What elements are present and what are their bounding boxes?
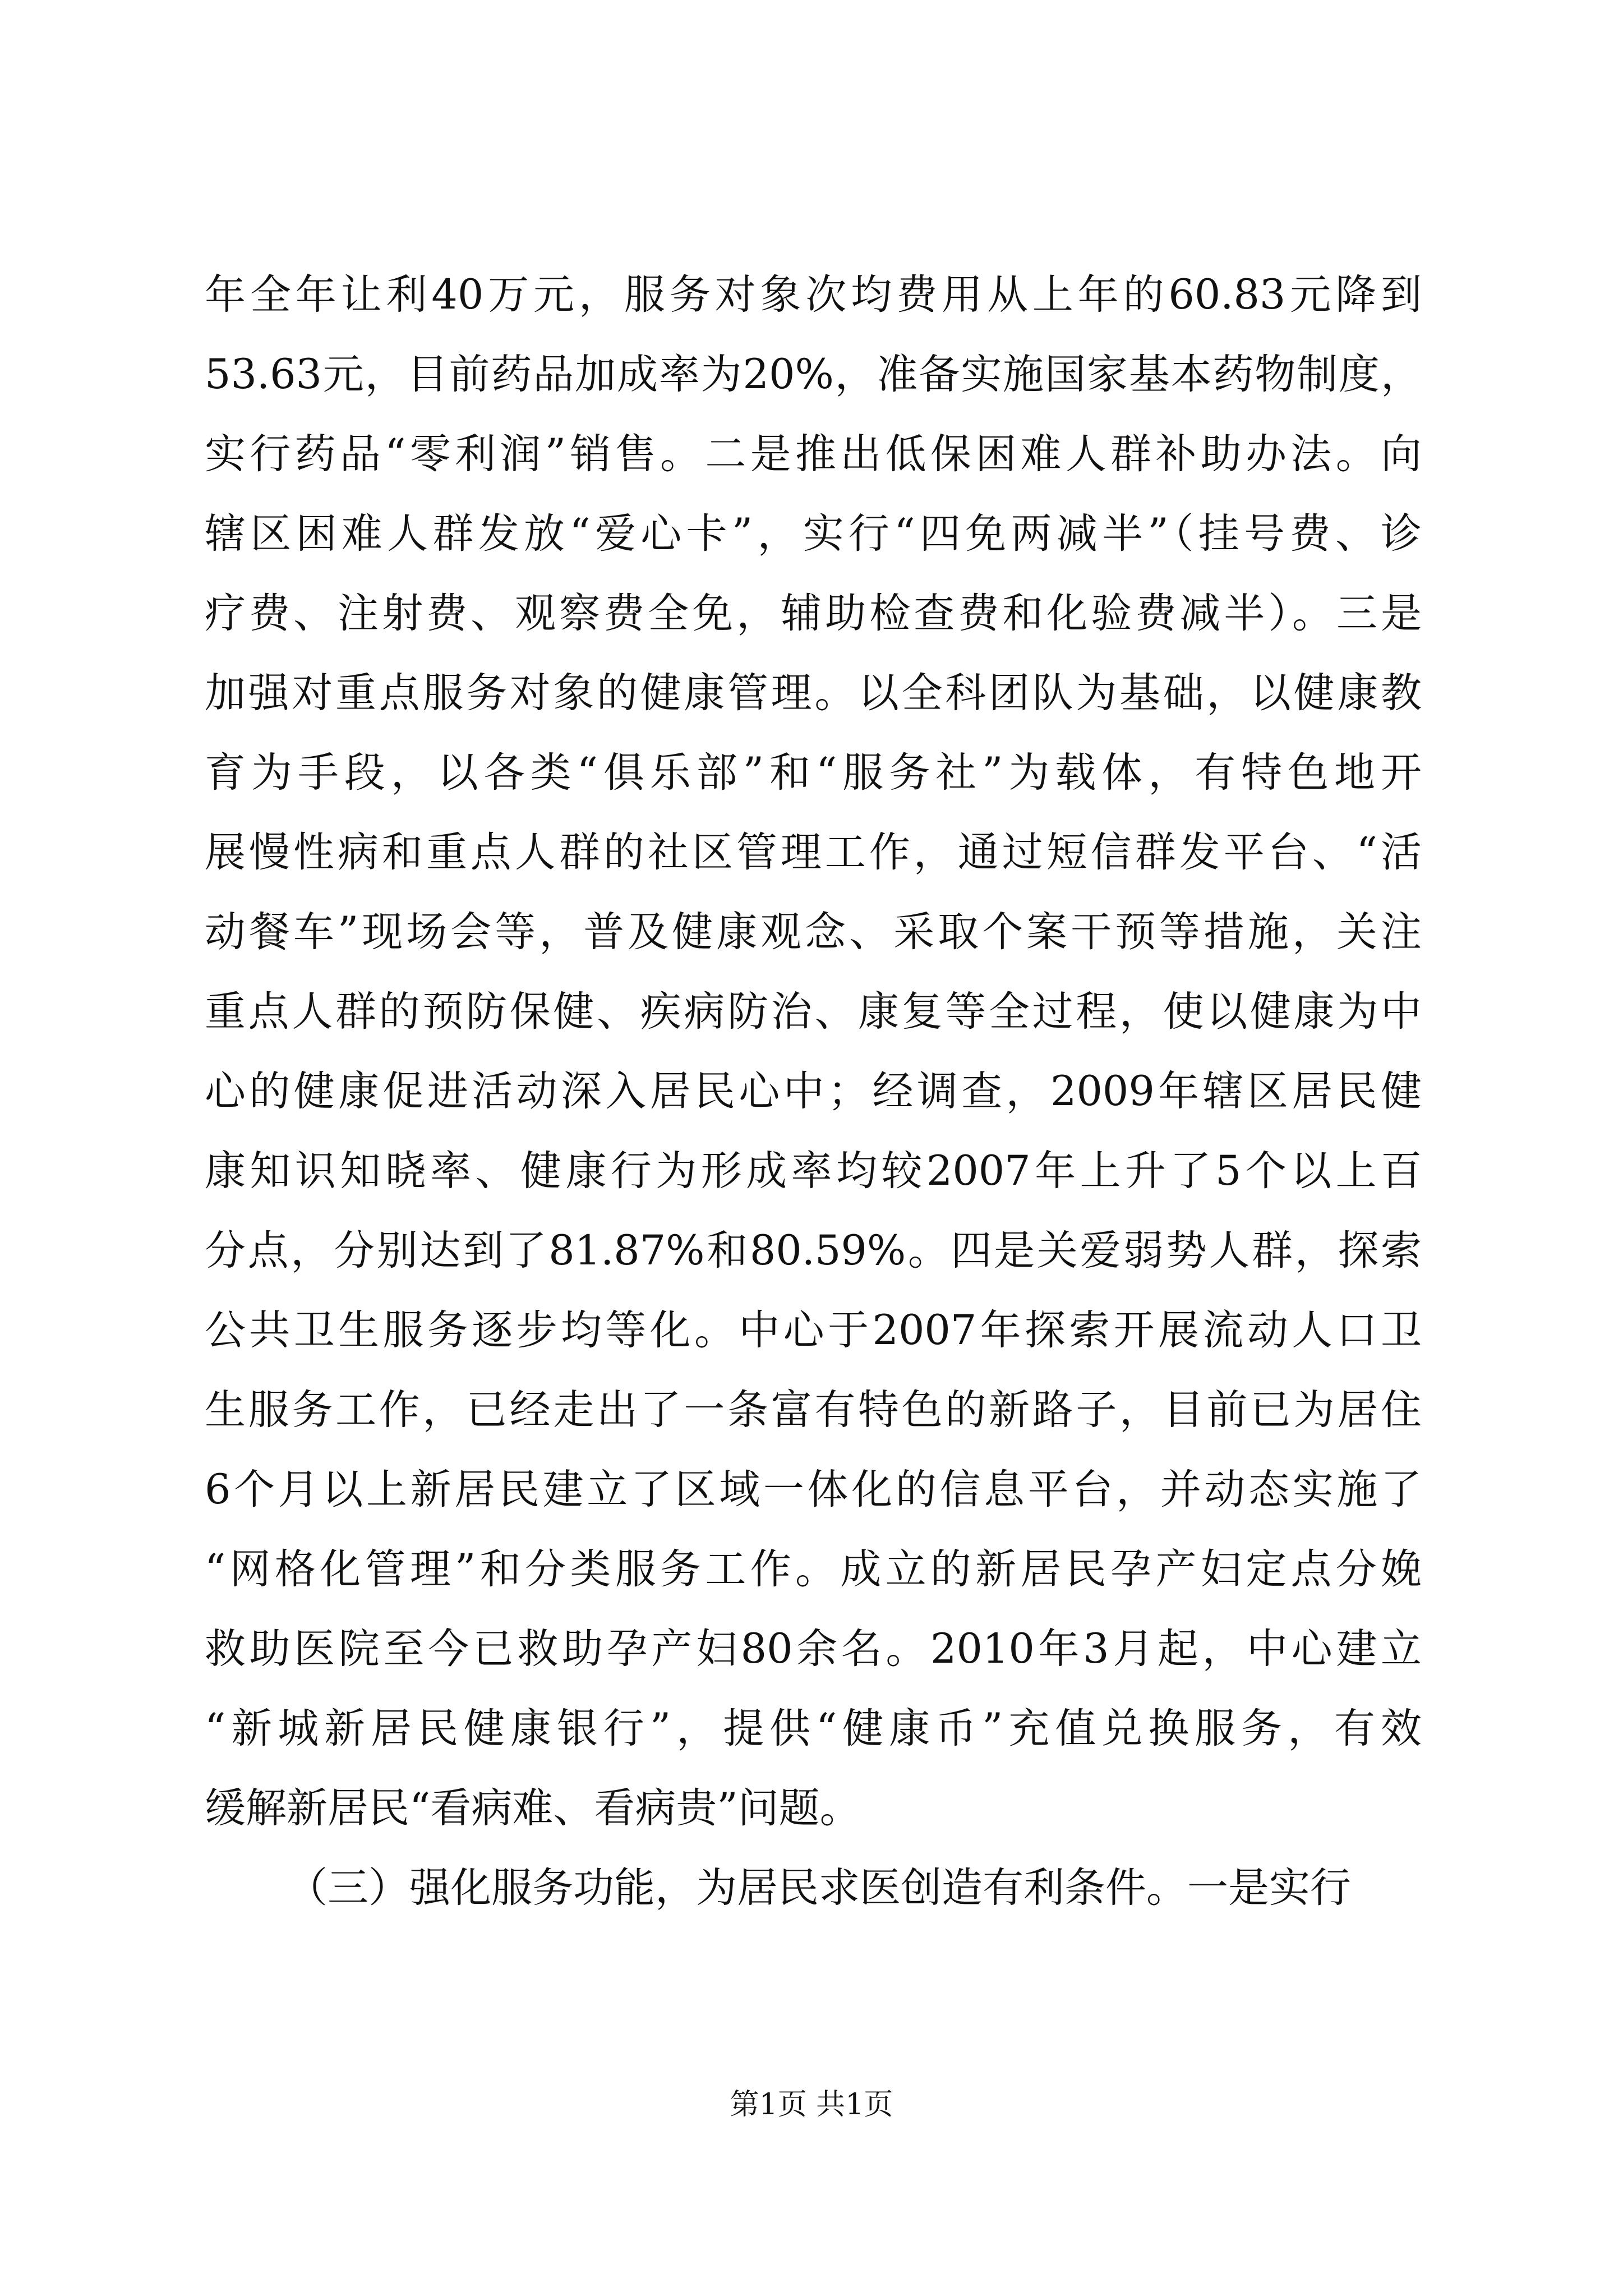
body-text (205, 255, 1422, 1928)
text-line: 育为手段，以各类“俱乐部”和“服务社”为载体，有特色地开 (205, 749, 1422, 797)
text-line: 动餐车”现场会等，普及健康观念、采取个案干预等措施，关注 (205, 908, 1422, 956)
text-line: 心的健康促进活动深入居民心中；经调查，2009年辖区居民健 (205, 1068, 1422, 1115)
text-line: 53.63元，目前药品加成率为20%，准备实施国家基本药物制度， (205, 351, 1422, 398)
text-line: 生服务工作，已经走出了一条富有特色的新路子，目前已为居住 (205, 1386, 1422, 1434)
text-line: 救助医院至今已救助孕产妇80余名。2010年3月起，中心建立 (205, 1625, 1422, 1673)
text-line: 年全年让利40万元，服务对象次均费用从上年的60.83元降到 (205, 271, 1422, 319)
page-footer: 第1页 共1页 (730, 2088, 893, 2122)
paragraph-heading-line: （三）强化服务功能，为居民求医创造有利条件。一是实行 (287, 1864, 1351, 1912)
text-line: 疗费、注射费、观察费全免，辅助检查费和化验费减半）。三是 (205, 590, 1422, 637)
text-line: 6个月以上新居民建立了区域一体化的信息平台，并动态实施了 (205, 1466, 1422, 1513)
text-line: 展慢性病和重点人群的社区管理工作，通过短信群发平台、“活 (205, 829, 1422, 876)
text-line: “网格化管理”和分类服务工作。成立的新居民孕产妇定点分娩 (205, 1545, 1422, 1593)
text-line: “新城新居民健康银行”，提供“健康币”充值兑换服务，有效 (205, 1705, 1422, 1752)
text-line: 实行药品“零利润”销售。二是推出低保困难人群补助办法。向 (205, 430, 1422, 478)
text-line: 加强对重点服务对象的健康管理。以全科团队为基础，以健康教 (205, 669, 1422, 717)
text-line: 康知识知晓率、健康行为形成率均较2007年上升了5个以上百 (205, 1147, 1422, 1195)
text-line: 分点，分别达到了81.87%和80.59%。四是关爱弱势人群，探索 (205, 1227, 1422, 1274)
text-line: 辖区困难人群发放“爱心卡”，实行“四免两减半”（挂号费、诊 (205, 510, 1422, 558)
text-line: 缓解新居民“看病难、看病贵”问题。 (205, 1784, 861, 1832)
text-line: 重点人群的预防保健、疾病防治、康复等全过程，使以健康为中 (205, 988, 1422, 1036)
text-line: 公共卫生服务逐步均等化。中心于2007年探索开展流动人口卫 (205, 1306, 1422, 1354)
